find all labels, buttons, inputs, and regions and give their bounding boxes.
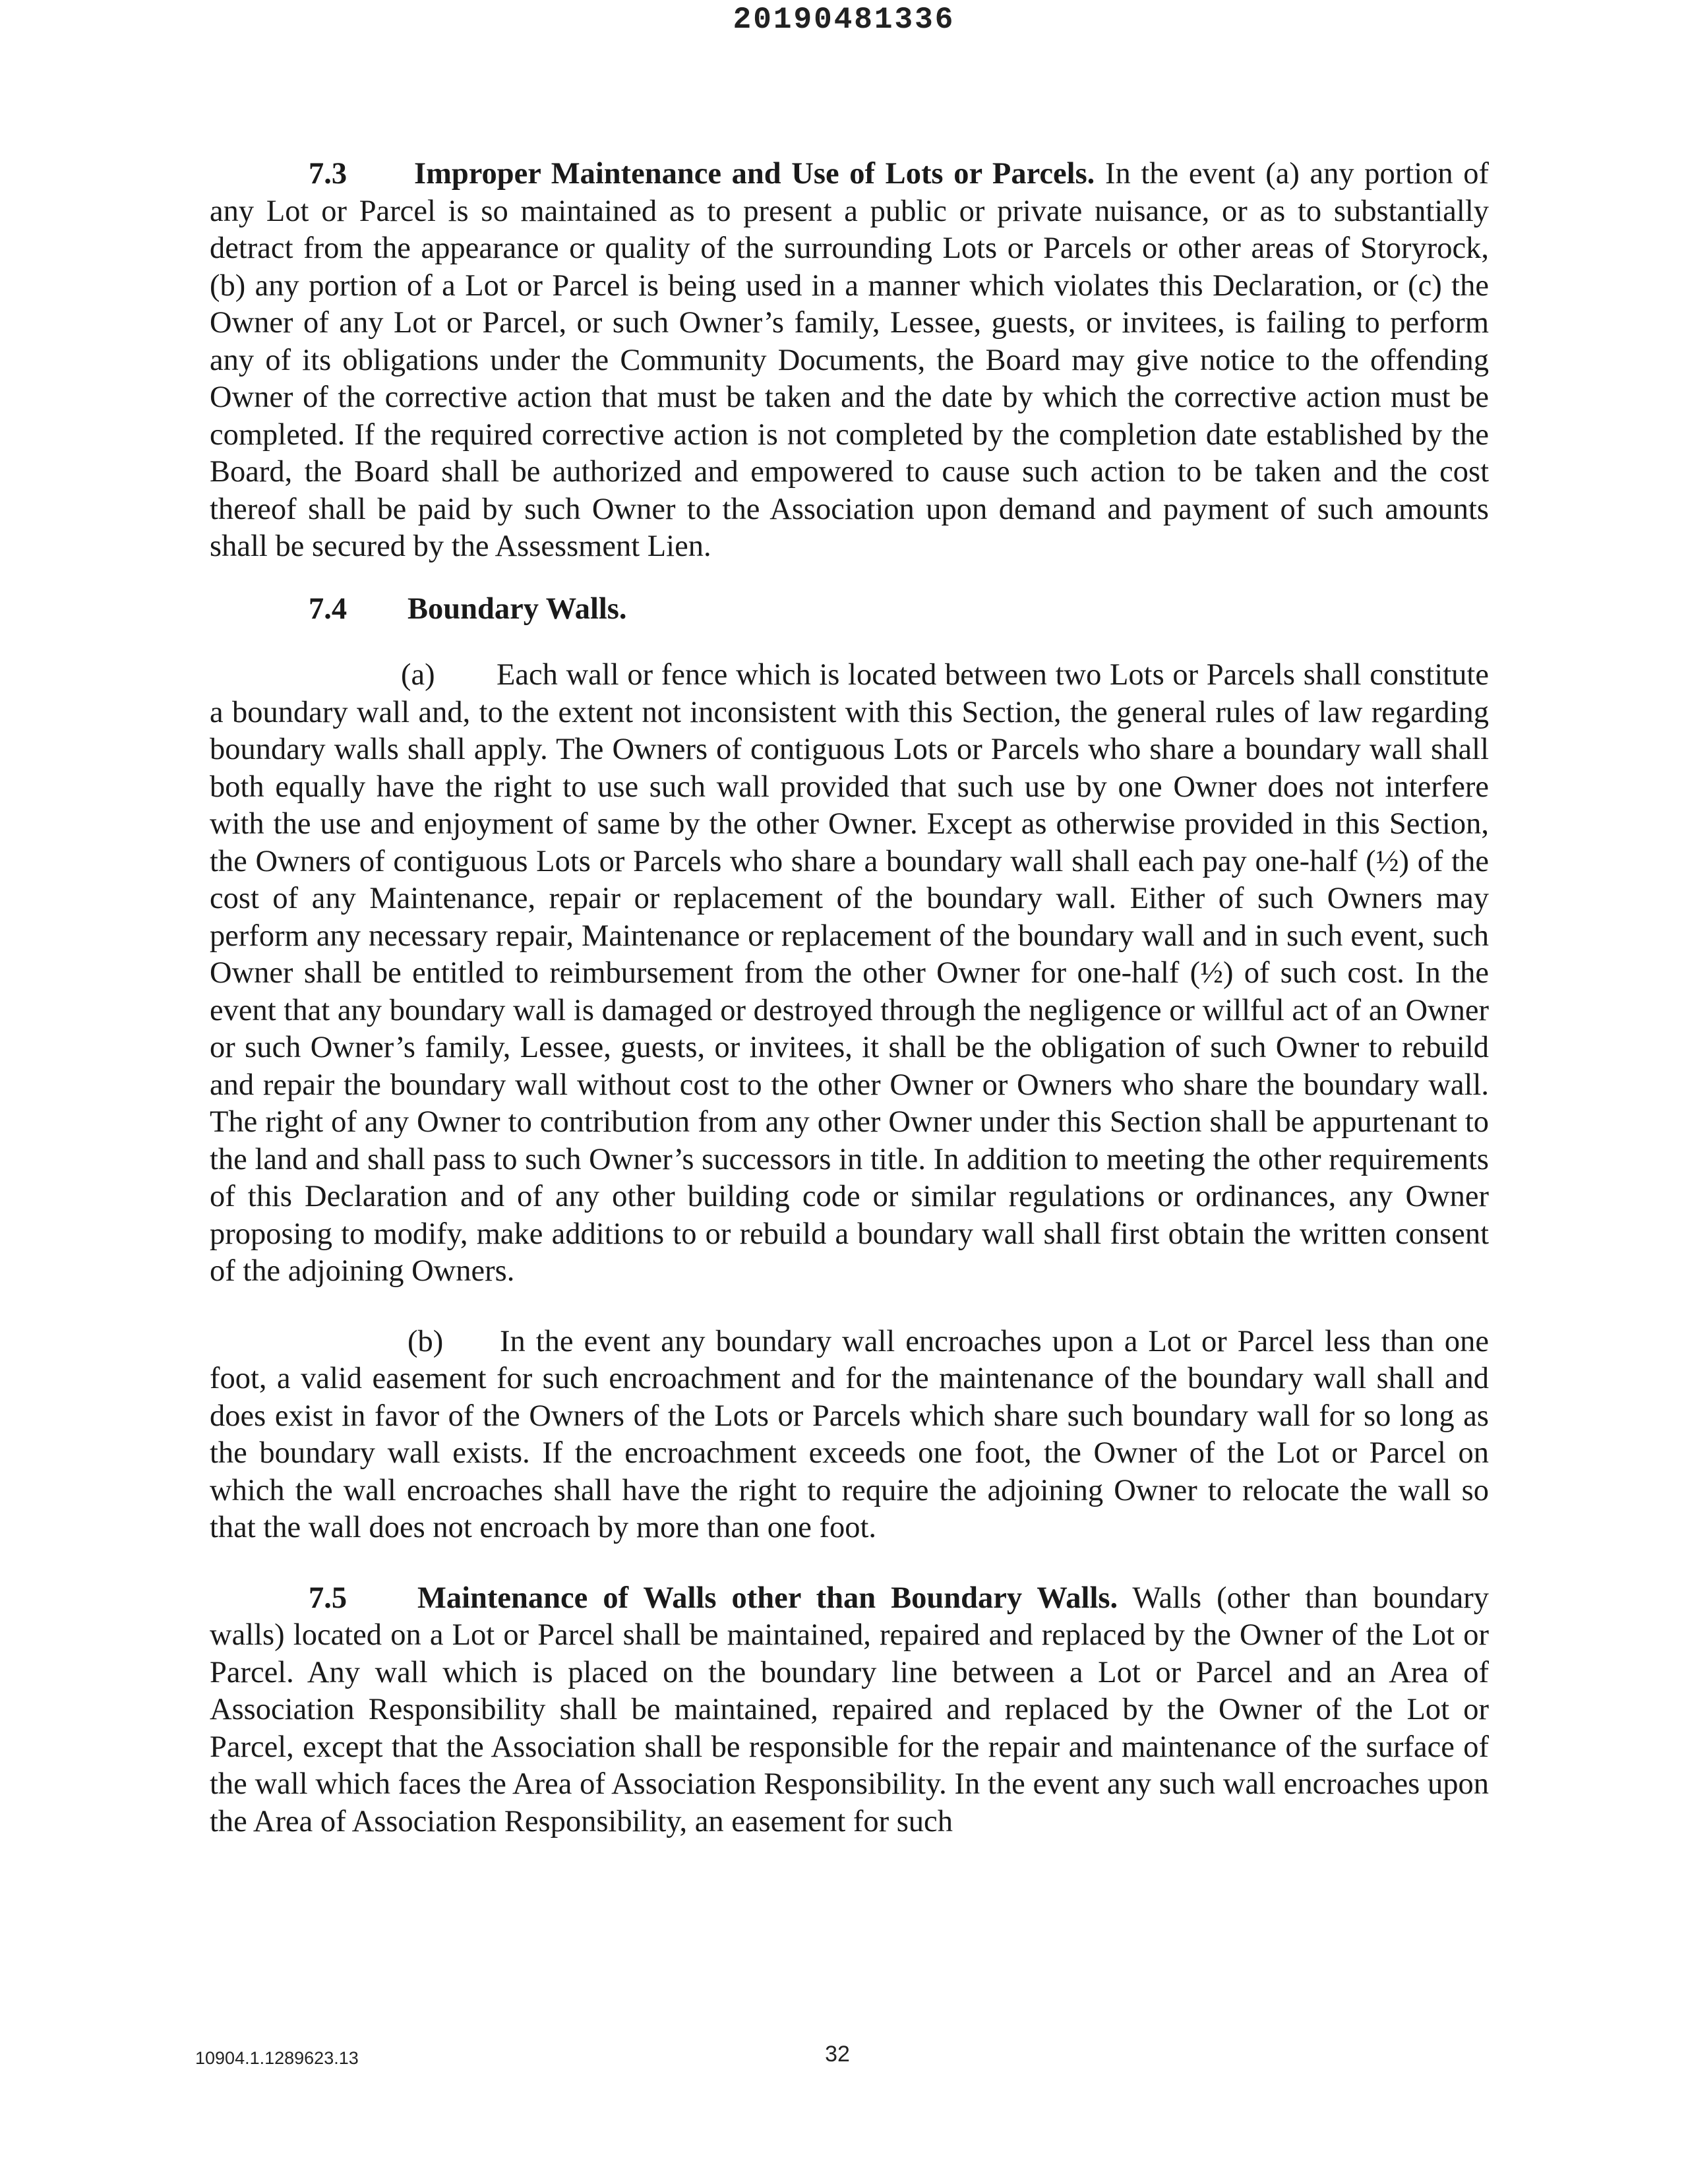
section-7-4-b: [210, 1323, 1489, 1547]
section-body: In the event (a) any portion of any Lot or Parcel is so maintained as to present a public or private nuisance, or as to substantially detract from the appearance or quality of the surrounding Lots or Parcels or other areas of Storyrock, (b) any portion of a Lot or Parcel is being used in a manner which violates this Declaration, or (c) the Owner of any Lot or Parcel, or such Owner’s family, Lessee, guests, or invitees, is failing to perform any of its obligations under the Community Documents, the Board may give notice to the offending Owner of the corrective action that must be taken and the date by which the corrective action must be completed. If the required corrective action is not completed by the completion date established by the Board, the Board shall be authorized and empowered to cause such action to be taken and the cost thereof shall be paid by such Owner to the Association upon demand and payment of such amounts shall be secured by the Assessment Lien.: [210, 157, 1490, 563]
subsection-body: In the event any boundary wall encroaches upon a Lot or Parcel less than one foot, a valid easement for such encroachment and for the maintenance of the boundary wall shall and does exist in favor of the Owners of the Lots or Parcels which share such boundary wall for so long as the boundary wall exists. If the encroachment exceeds one foot, the Owner of the Lot or Parcel on which the wall encroaches shall have the right to require the adjoining Owner to relocate the wall so that the wall does not encroach by more than one foot.: [210, 1324, 1489, 1544]
section-title: Boundary Walls.: [407, 592, 627, 626]
subsection-label: (b): [407, 1324, 444, 1358]
subsection-body: Each wall or fence which is located between two Lots or Parcels shall constitute a boundary wall and, to the extent not inconsistent with this Section, the general rules of law regarding boundary walls shall apply. The Owners of contiguous Lots or Parcels who share a boundary wall shall both equally have the right to use such wall provided that such use by one Owner does not interfere with the use and enjoyment of same by the other Owner. Except as otherwise provided in this Section, the Owners of contiguous Lots or Parcels who share a boundary wall shall each pay one-half (½) of the cost of any Maintenance, repair or replacement of the boundary wall. Either of such Owners may perform any necessary repair, Maintenance or replacement of the boundary wall and in such event, such Owner shall be entitled to reimbursement from the other Owner for one-half (½) of such cost. In the event that any boundary wall is damaged or destroyed through the negligence or willful act of an Owner or such Owner’s family, Lessee, guests, or invitees, it shall be the obligation of such Owner to rebuild and repair the boundary wall without cost to the other Owner or Owners who share the boundary wall. The right of any Owner to contribution from any other Owner under this Section shall be appurtenant to the land and shall pass to such Owner’s successors in title. In addition to meeting the other requirements of this Declaration and of any other building code or similar regulations or ordinances, any Owner proposing to modify, make additions to or rebuild a boundary wall shall first obtain the written consent of the adjoining Owners.: [210, 658, 1489, 1288]
section-number: 7.5: [309, 1581, 347, 1615]
section-title: Improper Maintenance and Use of Lots or Parcels.: [414, 157, 1095, 191]
section-body: Walls (other than boundary walls) located on a Lot or Parcel shall be maintained, repaired and replaced by the Owner of the Lot or Parcel. Any wall which is placed on the boundary line between a Lot or Parcel and an Area of Association Responsibility shall be maintained, repaired and replaced by the Owner of the Lot or Parcel, except that the Association shall be responsible for the repair and maintenance of the surface of the wall which faces the Area of Association Responsibility. In the event any such wall encroaches upon the Area of Association Responsibility, an easement for such: [210, 1581, 1489, 1838]
page-number: 32: [825, 2042, 850, 2067]
section-7-3: [210, 156, 1489, 566]
subsection-label: (a): [401, 658, 435, 692]
document-number: 20190481336: [733, 3, 955, 37]
section-7-4-heading: [210, 591, 1489, 628]
section-number: 7.3: [309, 157, 347, 191]
section-number: 7.4: [309, 592, 347, 626]
document-reference: 10904.1.1289623.13: [195, 2048, 359, 2068]
section-title: Maintenance of Walls other than Boundary Walls.: [417, 1581, 1118, 1615]
document-body: [210, 156, 1489, 1840]
section-7-5: [210, 1580, 1489, 1841]
section-7-4-a: [210, 657, 1489, 1290]
